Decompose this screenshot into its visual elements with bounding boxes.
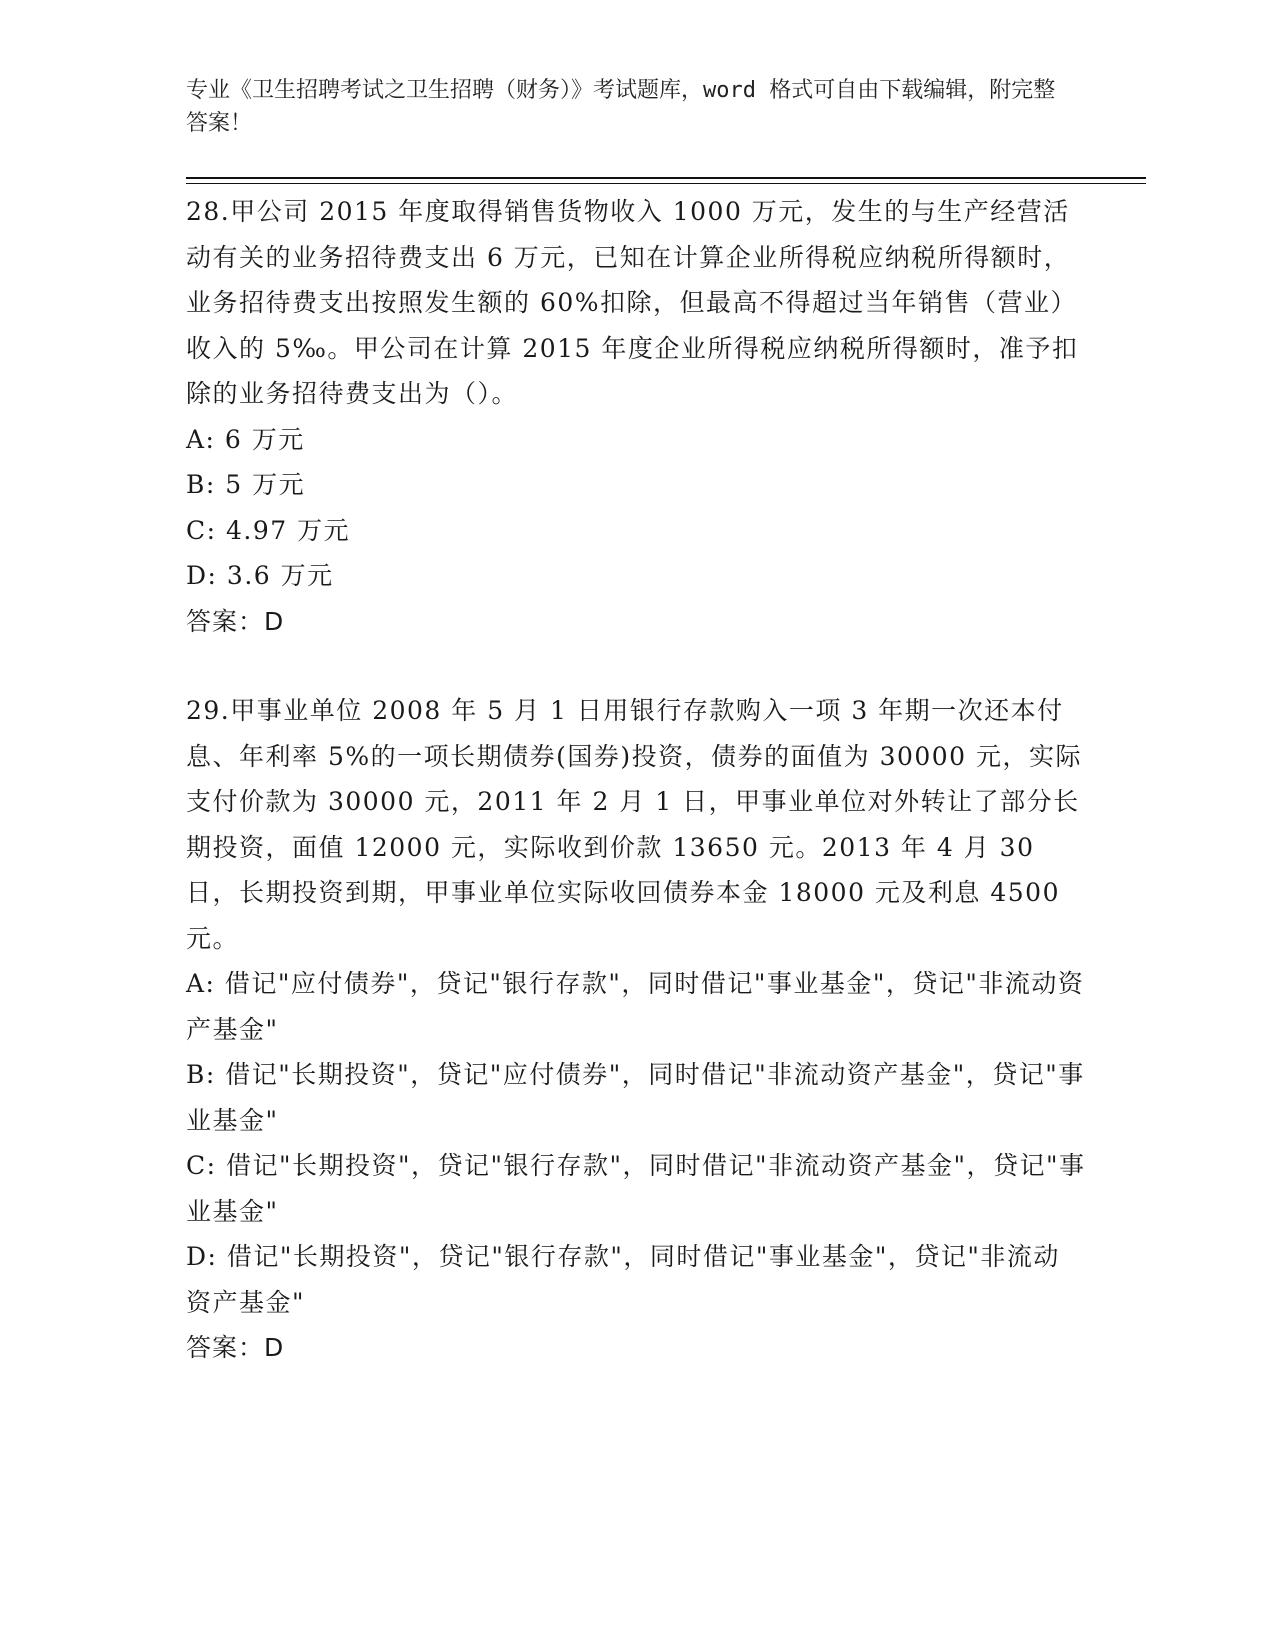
header-divider-thick [186,177,1146,179]
answer-label: 答案：D [186,606,285,636]
document-header: 专业《卫生招聘考试之卫生招聘（财务）》考试题库，word 格式可自由下载编辑，附完整答案！ [186,78,1056,136]
answer-label: 答案：D [186,1333,285,1362]
option-b: B: 5 万元 [186,470,306,499]
question-stem: 28.甲公司 2015 年度取得销售货物收入 1000 万元，发生的与生产经营活动有关的业务招待费支出 6 万元，已知在计算企业所得税应纳税所得额时，业务招待费支出按照发生额的 60%扣除，但最高不得超过当年销售（营业）收入的 5‰。甲公司在计算 2015 年度企业所得税应纳税所得额时，准予扣除的业务招待费支出为（）。 [186,197,1079,408]
option-a: A: 6 万元 [186,424,305,454]
option-d: D: 3.6 万元 [186,561,334,590]
question-stem: 29.甲事业单位 2008 年 5 月 1 日用银行存款购入一项 3 年期一次还本付息、年利率 5%的一项长期债券(国券)投资，债券的面值为 30000 元，实际支付价款为 30000 元，2011 年 2 月 1 日，甲事业单位对外转让了部分长期投资，面值 12000 元，实际收到价款 13650 元。2013 年 4 月 30 日，长期投资到期，甲事业单位实际收回债券本金 18000 元及利息 4500 元。 [186,696,1083,953]
question-28 [186,189,1086,644]
header-divider-thin [186,183,1146,184]
question-29 [186,688,1086,1371]
option-d: D: 借记"长期投资"，贷记"银行存款"，同时借记"事业基金"，贷记"非流动资产基金" [186,1242,1060,1317]
option-c: C: 4.97 万元 [186,515,351,545]
option-a: A: 借记"应付债券"，贷记"银行存款"，同时借记"事业基金"，贷记"非流动资产基金" [186,969,1085,1044]
option-b: B: 借记"长期投资"，贷记"应付债券"，同时借记"非流动资产基金"，贷记"事业基金" [186,1060,1085,1135]
option-c: C: 借记"长期投资"，贷记"银行存款"，同时借记"非流动资产基金"，贷记"事业基金" [186,1151,1086,1226]
